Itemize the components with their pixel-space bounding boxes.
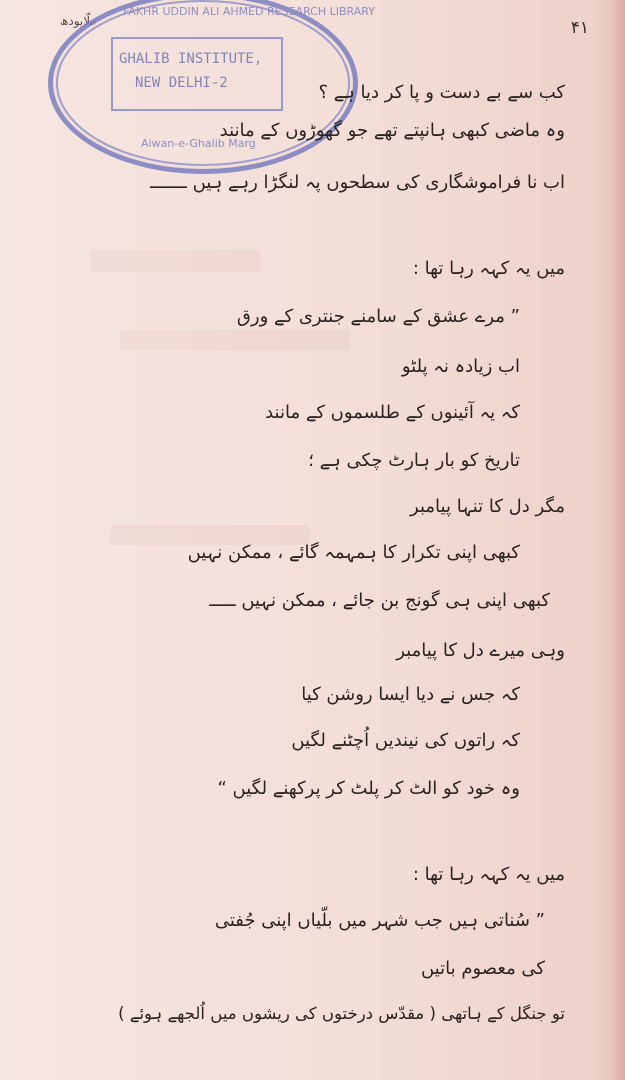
poem-line: کہ یہ آئینوں کے طلسموں کے مانند <box>265 402 520 423</box>
margin-note: ملّایودھ <box>60 14 97 28</box>
bleed-through-mark <box>120 330 350 350</box>
page-edge <box>611 0 625 1080</box>
poem-line: میں یہ کہہ رہا تھا : <box>412 258 565 279</box>
library-stamp <box>48 0 375 174</box>
stamp-line-2: NEW DELHI-2 <box>135 75 228 91</box>
poem-line: ” مرے عشق کے سامنے جنتری کے ورق <box>236 306 520 327</box>
poem-line: اب زیادہ نہ پلٹو <box>401 356 520 377</box>
stamp-box <box>111 37 283 111</box>
poem-line: اب نا فراموشگاری کی سطحوں پہ لنگڑا رہے ہیں ـــــــ <box>150 172 565 193</box>
poem-line: کہ راتوں کی نیندیں اُچٹنے لگیں <box>291 730 520 751</box>
poem-line: وہی میرے دل کا پیامبر <box>396 640 565 661</box>
page-number: ۴۱ <box>570 18 589 38</box>
stamp-ring-text: Aiwan-e-Ghalib Marg <box>141 137 256 150</box>
poem-line: میں یہ کہہ رہا تھا : <box>412 864 565 885</box>
poem-line: ” سُناتی ہیں جب شہر میں بلّیاں اپنی جُفتی <box>214 910 545 931</box>
poem-line: وہ خود کو الٹ کر پلٹ کر پرکھنے لگیں “ <box>217 778 520 799</box>
poem-line: مگر دل کا تنہا پیامبر <box>410 496 565 517</box>
bleed-through-mark <box>90 250 260 272</box>
poem-line: کبھی اپنی تکرار کا ہمہمہ گائے ، ممکن نہیں <box>187 542 520 563</box>
poem-line: کب سے بے دست و پا کر دیا ہے ؟ <box>318 82 565 103</box>
stamp-line-1: GHALIB INSTITUTE, <box>119 51 263 67</box>
poem-line: تو جنگل کے ہاتھی ( مقدّس درختوں کی ریشوں میں اُلجھے ہوئے ) <box>118 1004 565 1023</box>
poem-line: کہ جس نے دیا ایسا روشن کیا <box>301 684 520 705</box>
poem-line: کی معصوم باتیں <box>420 958 545 979</box>
poem-line: تاریخ کو بار ہارٹ چکی ہے ؛ <box>308 450 520 471</box>
poem-line: کبھی اپنی ہی گونج بن جائے ، ممکن نہیں ـــــ <box>209 590 550 611</box>
poem-line: وہ ماضی کبھی ہانپتے تھے جو گھوڑوں کے مانند <box>219 120 565 141</box>
stamp-ring-text: FAKHR UDDIN ALI AHMED RESEARCH LIBRARY <box>123 5 375 18</box>
